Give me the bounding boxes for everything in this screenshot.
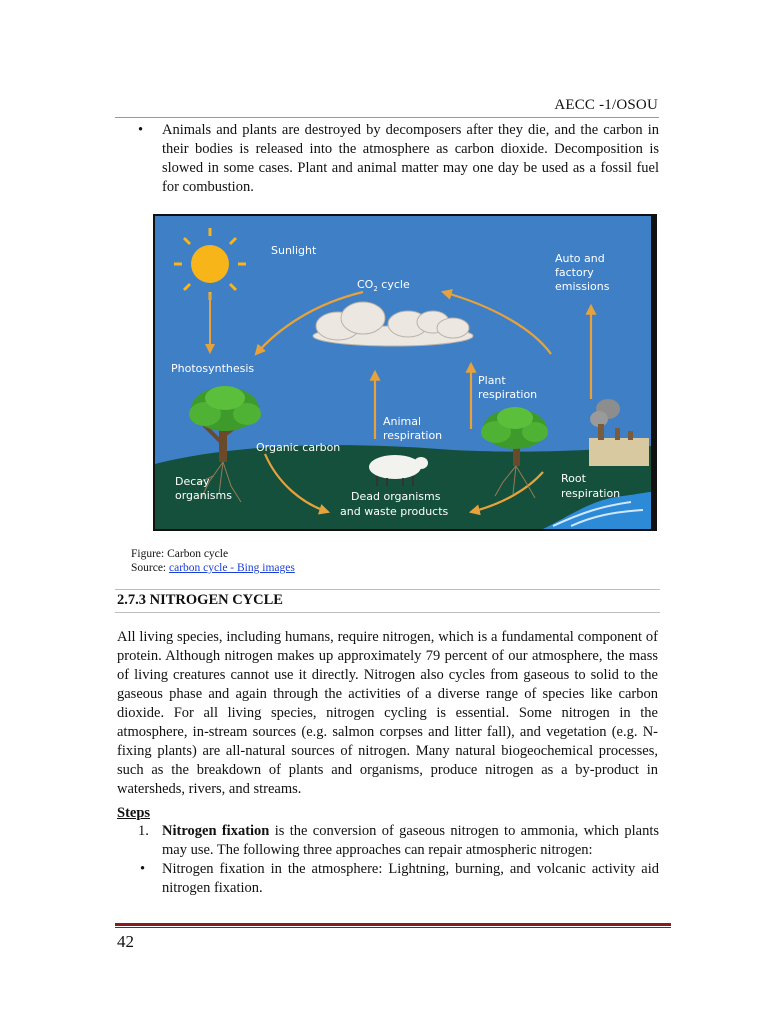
caption-source-label: Source: bbox=[131, 562, 170, 574]
step-1-term: Nitrogen fixation bbox=[162, 823, 270, 839]
intro-bullet bbox=[138, 121, 659, 197]
step-1-description: is the conversion of gaseous nitrogen to ammonia, which plants may use. The following three approaches can repair atmospheric nitrogen: bbox=[162, 823, 660, 858]
label-root-respiration: Root respiration bbox=[561, 472, 621, 500]
intro-bullet-text: Animals and plants are destroyed by decomposers after they die, and the carbon in their bodies is released into the atmosphere as carbon dioxide. Decomposition is slowed in some cases. Plant and animal matter may one day be used as a fossil fuel for combustion. bbox=[162, 122, 659, 195]
caption-figure-line: Figure: Carbon cycle bbox=[131, 548, 229, 560]
section-title: 2.7.3 NITROGEN CYCLE bbox=[117, 592, 283, 608]
step-bullet-text: Nitrogen fixation in the atmosphere: Lightning, burning, and volcanic activity aid nitrogen fixation. bbox=[162, 861, 659, 896]
label-auto-emissions: Auto and factory emissions bbox=[555, 252, 610, 293]
label-animal-respiration: Animal respiration bbox=[383, 415, 443, 442]
label-photosynthesis: Photosynthesis bbox=[171, 362, 255, 375]
section-paragraph: All living species, including humans, require nitrogen, which is a fundamental component of protein. Although nitrogen makes up approximately 79 percent of our atmosphere, the mass of living creatures cannot use it directly. Nitrogen also cycles from gaseous to solid to the gaseous phase and again through the activities of a diverse range of species like carbon dioxide. For all living species, nitrogen cycling is essential. Some nitrogen in the atmosphere, in-stream sources (e.g. salmon corpses and litter fall), and vegetation (e.g. N-fixing plants) are all-natural sources of nitrogen. Many natural biogeochemical processes, such as the breakdown of plants and organisms, produce nitrogen as a by-product in watersheds, rivers, and streams. bbox=[117, 629, 658, 797]
step-1-text bbox=[162, 822, 659, 860]
steps-heading: Steps bbox=[117, 805, 151, 821]
section-rule-top bbox=[115, 589, 660, 590]
label-plant-respiration: Plant respiration bbox=[478, 374, 538, 401]
carbon-cycle-figure bbox=[153, 214, 657, 531]
step-1-number: 1. bbox=[138, 823, 149, 839]
running-header: AECC -1/OSOU bbox=[554, 97, 658, 113]
label-dead-organisms: Dead organisms and waste products bbox=[340, 490, 449, 518]
section-rule-bottom bbox=[115, 612, 660, 613]
header-rule bbox=[115, 117, 659, 118]
label-co2-cycle: $CO_2$ cycle bbox=[357, 278, 410, 293]
label-organic-carbon: Organic carbon bbox=[256, 441, 341, 454]
footer-rule-thin bbox=[115, 927, 671, 928]
page-number: 42 bbox=[117, 932, 134, 951]
figure-caption bbox=[131, 547, 295, 575]
bullet-marker: • bbox=[138, 122, 144, 138]
label-sunlight: Sunlight bbox=[271, 244, 317, 257]
label-decay-organisms: Decay organisms bbox=[175, 475, 232, 502]
step-bullet-marker: • bbox=[140, 861, 146, 877]
source-link[interactable]: carbon cycle - Bing images bbox=[169, 562, 295, 574]
footer-rule-thick bbox=[115, 923, 671, 926]
caption-source-line bbox=[131, 561, 295, 575]
